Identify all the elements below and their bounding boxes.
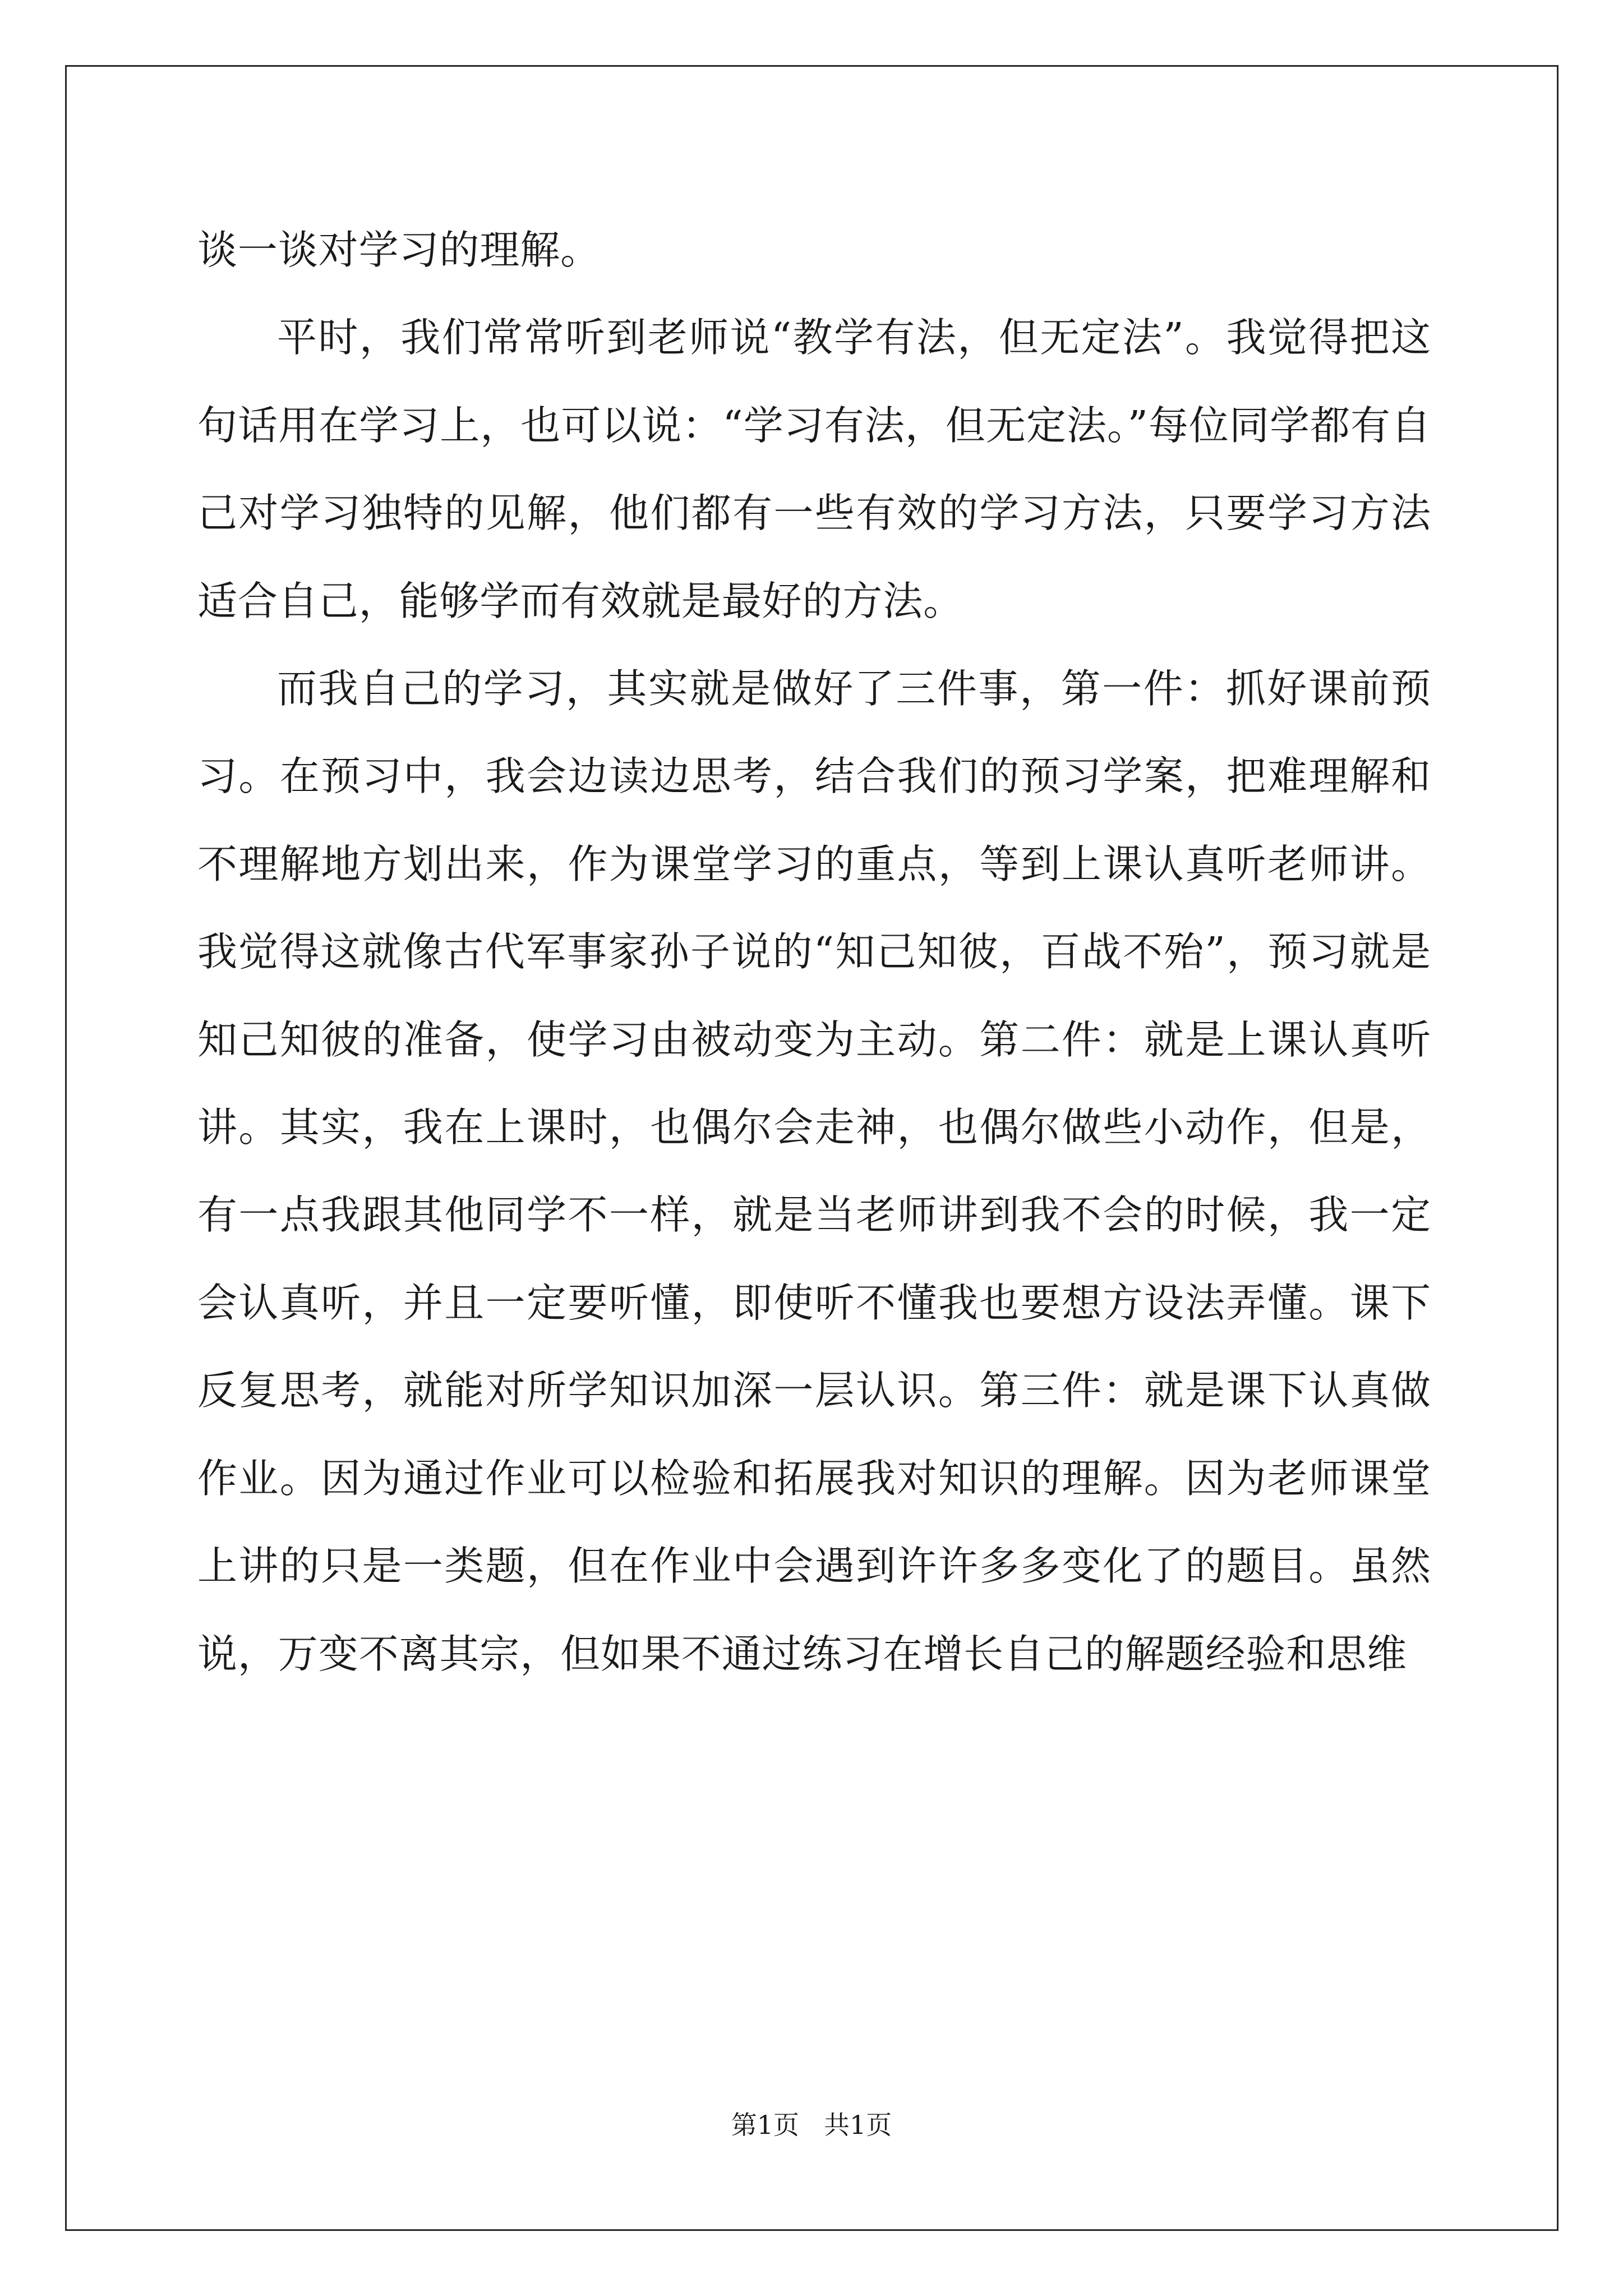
paragraph-1: 谈一谈对学习的理解。 — [197, 227, 601, 273]
document-body — [197, 206, 1431, 1698]
paragraph-3: 而我自己的学习，其实就是做好了三件事，第一件：抓好课前预习。在预习中，我会边读边思考，结合我们的预习学案，把难理解和不理解地方划出来，作为课堂学习的重点，等到上课认真听老师讲。我觉得这就像古代军事家孙子说的“知己知彼，百战不殆”，预习就是知己知彼的准备，使学习由被动变为主动。第二件：就是上课认真听讲。其实，我在上课时，也偶尔会走神，也偶尔做些小动作，但是，有一点我跟其他同学不一样，就是当老师讲到我不会的时候，我一定会认真听，并且一定要听懂，即使听不懂我也要想方设法弄懂。课下反复思考，就能对所学知识加深一层认识。第三件：就是课下认真做作业。因为通过作业可以检验和拓展我对知识的理解。因为老师课堂上讲的只是一类题，但在作业中会遇到许许多多变化了的题目。虽然说，万变不离其宗，但如果不通过练习在增长自己的解题经验和思维 — [197, 665, 1431, 1677]
page-number: 第1页 — [731, 2110, 799, 2140]
paragraph-2: 平时，我们常常听到老师说“教学有法，但无定法”。我觉得把这句话用在学习上，也可以说：“学习有法，但无定法。”每位同学都有自己对学习独特的见解，他们都有一些有效的学习方法，只要学习方法适合自己，能够学而有效就是最好的方法。 — [197, 314, 1431, 624]
page-total: 共1页 — [824, 2110, 892, 2140]
page-footer — [0, 2105, 1623, 2142]
